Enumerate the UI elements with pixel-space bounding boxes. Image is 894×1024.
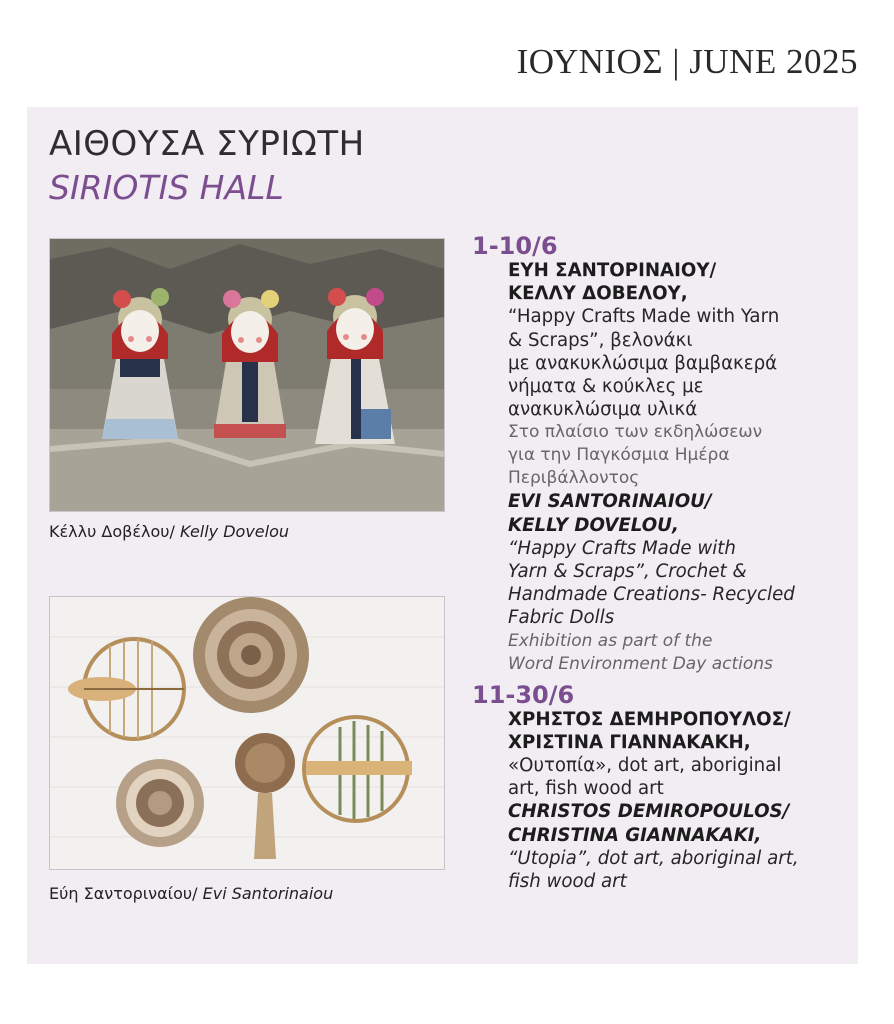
desc-line: “Happy Crafts Made with Yarn [508, 306, 780, 328]
note-line: Περιβάλλοντος [508, 468, 640, 489]
description-greek [508, 305, 842, 421]
event-entry [472, 682, 842, 894]
photo-caption-hangings [49, 884, 333, 903]
woven-wall-hangings-photo [49, 596, 445, 870]
caption-english: Evi Santorinaiou [202, 884, 334, 903]
desc-line: & Scraps”, βελονάκι [508, 329, 693, 351]
artist-line: ΕΥΗ ΣΑΝΤΟΡΙΝΑΙΟΥ/ [508, 260, 717, 281]
artist-line: ΧΡΗΣΤΟΣ ΔΕΜΗΡΟΠΟΥΛΟΣ/ [508, 708, 791, 730]
note-line: για την Παγκόσμια Ημέρα [508, 445, 730, 466]
artist-line: ΚΕΛΛΥ ΔΟΒΕΛΟΥ, [508, 283, 688, 305]
note-line: Στο πλαίσιο των εκδηλώσεων [508, 422, 763, 443]
artists-greek [508, 259, 842, 305]
desc-line: Yarn & Scraps”, Crochet & [508, 561, 747, 583]
caption-greek: Κέλλυ Δοβέλου/ [49, 522, 175, 541]
desc-line: Handmade Creations- Recycled [508, 584, 795, 606]
desc-line: fish wood art [508, 871, 627, 893]
photo-caption-dolls [49, 522, 289, 541]
events-list [472, 233, 842, 893]
desc-line: “Utopia”, dot art, aboriginal art, [508, 847, 799, 869]
artists-english [508, 490, 842, 536]
desc-line: Fabric Dolls [508, 607, 615, 629]
hall-title-english: SIRIOTIS HALL [49, 168, 284, 207]
note-line: Word Environment Day actions [508, 653, 773, 674]
event-entry [472, 233, 842, 676]
artist-line: EVI SANTORINAIOU/ [508, 491, 712, 513]
caption-english: Kelly Dovelou [180, 522, 290, 541]
hall-title-greek: ΑΙΘΟΥΣΑ ΣΥΡΙΩΤΗ [49, 124, 365, 164]
artist-line: CHRISTOS DEMIROPOULOS/ [508, 801, 790, 823]
event-date: 11-30/6 [472, 680, 575, 709]
caption-greek: Εύη Σαντοριναίου/ [49, 884, 198, 903]
desc-line: art, fish wood art [508, 778, 664, 800]
artist-line: ΧΡΙΣΤΙΝΑ ΓΙΑΝΝΑΚΑΚΗ, [508, 731, 751, 753]
desc-line: με ανακυκλώσιμα βαμβακερά [508, 352, 778, 374]
description-greek [508, 754, 842, 800]
crochet-dolls-photo [49, 238, 445, 512]
desc-line: «Ουτοπία», dot art, aboriginal [508, 755, 782, 777]
note-line: Exhibition as part of the [508, 630, 713, 651]
artist-line: CHRISTINA GIANNAKAKI, [508, 824, 762, 846]
desc-line: νήματα & κούκλες με [508, 376, 704, 398]
artists-english [508, 800, 842, 846]
artists-greek [508, 708, 842, 754]
description-english [508, 537, 842, 630]
page-header: ΙΟΥΝΙΟΣ | JUNE 2025 [516, 42, 858, 81]
note-english [508, 630, 842, 676]
event-date: 1-10/6 [472, 232, 558, 260]
desc-line: “Happy Crafts Made with [508, 537, 736, 559]
artist-line: KELLY DOVELOU, [508, 514, 679, 536]
description-english [508, 847, 842, 893]
desc-line: ανακυκλώσιμα υλικά [508, 399, 698, 421]
note-greek [508, 421, 842, 490]
